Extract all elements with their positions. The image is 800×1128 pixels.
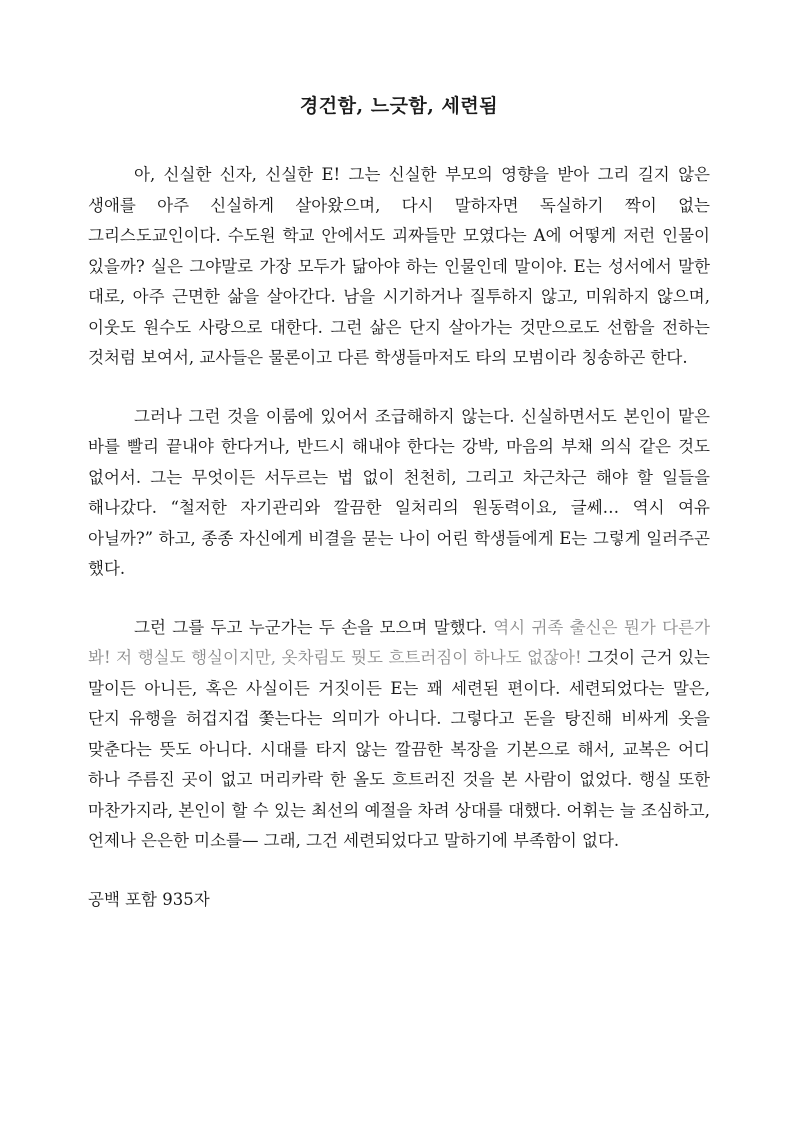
quoted-remark: 역시 귀족 출신은 뭔가 다른가 봐! 저 행실도 행실이지만, 옷차림도 뭣도 흐트러짐이 하나도 없잖아! — [88, 617, 711, 667]
document-title: 경건함, 느긋함, 세련됨 — [299, 95, 499, 117]
character-count: 공백 포함 935자 — [88, 889, 210, 909]
paragraph-3-intro: 그런 그를 두고 누군가는 두 손을 모으며 말했다. — [134, 617, 494, 637]
document-page — [88, 92, 710, 915]
paragraph-2: 그러나 그런 것을 이룸에 있어서 조급해하지 않는다. 신실하면서도 본인이 맡은 바를 빨리 끝내야 한다거나, 반드시 해내야 한다는 강박, 마음의 부채 의식 같은 것도 없어서. 그는 무엇이든 서두르는 법 없이 천천히, 그리고 차근차근 해야 할 일들을 해나갔다. “철저한 자기관리와 깔끔한 일처리의 원동력이요, 글쎄… 역시 여유 아닐까?” 하고, 종종 자신에게 비결을 묻는 나이 어린 학생들에게 E는 그렇게 일러주곤 했다. — [88, 406, 710, 578]
paragraph-1: 아, 신실한 신자, 신실한 E! 그는 신실한 부모의 영향을 받아 그리 길지 않은 생애를 아주 신실하게 살아왔으며, 다시 말하자면 독실하기 짝이 없는 그리스도교인이다. 수도원 학교 안에서도 괴짜들만 모였다는 A에 어떻게 저런 인물이 있을까? 실은 그야말로 가장 모두가 닮아야 하는 인물인데 말이야. E는 성서에서 말한 대로, 아주 근면한 삶을 살아간다. 남을 시기하거나 질투하지 않고, 미워하지 않으며, 이웃도 원수도 사랑으로 대한다. 그런 삶은 단지 살아가는 것만으로도 선함을 전하는 것처럼 보여서, 교사들은 물론이고 다른 학생들마저도 타의 모범이라 칭송하곤 한다. — [88, 165, 710, 367]
paragraph-3 — [88, 613, 710, 857]
paragraph-3-body: 그것이 근거 있는 말이든 아니든, 혹은 사실이든 거짓이든 E는 꽤 세련된 편이다. 세련되었다는 말은, 단지 유행을 허겁지겁 쫓는다는 의미가 아니다. 그렇다고 돈을 탕진해 비싸게 옷을 맞춘다는 뜻도 아니다. 시대를 타지 않는 깔끔한 복장을 기본으로 해서, 교복은 어디 하나 주름진 곳이 없고 머리카락 한 올도 흐트러진 것을 본 사람이 없었다. 행실 또한 마찬가지라, 본인이 할 수 있는 최선의 예절을 차려 상대를 대했다. 어휘는 늘 조심하고, 언제나 은은한 미소를— 그래, 그건 세련되었다고 말하기에 부족함이 없다. — [88, 648, 710, 850]
